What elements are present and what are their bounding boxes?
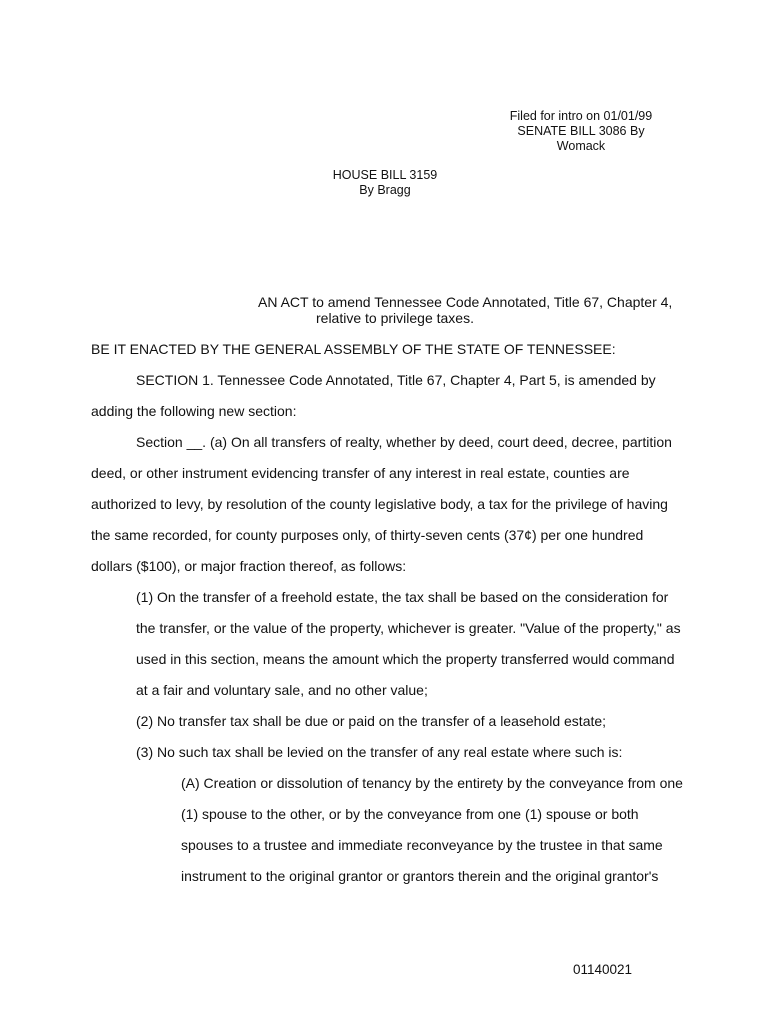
body-line: the transfer, or the value of the property, whichever is greater. "Value of the property," as <box>136 620 681 636</box>
body-line: used in this section, means the amount which the property transferred would command <box>136 651 675 667</box>
enacting-clause: BE IT ENACTED BY THE GENERAL ASSEMBLY OF THE STATE OF TENNESSEE: <box>91 341 616 357</box>
act-title <box>258 294 698 326</box>
act-title-line-2: relative to privilege taxes. <box>316 310 474 326</box>
document-number: 01140021 <box>573 962 633 977</box>
body-line: (A) Creation or dissolution of tenancy by the entirety by the conveyance from one <box>181 775 683 791</box>
body-line: authorized to levy, by resolution of the county legislative body, a tax for the privilege of having <box>91 496 668 512</box>
house-bill-info <box>310 168 460 198</box>
filed-date-line: Filed for intro on 01/01/99 <box>509 109 653 123</box>
senate-sponsor: Womack <box>556 139 606 153</box>
body-line: dollars ($100), or major fraction thereof, as follows: <box>91 558 407 574</box>
body-line: Section __. (a) On all transfers of realty, whether by deed, court deed, decree, partition <box>136 434 672 450</box>
body-line: (1) spouse to the other, or by the conveyance from one (1) spouse or both <box>181 806 639 822</box>
senate-bill-line: SENATE BILL 3086 By <box>517 124 645 138</box>
body-line: (3) No such tax shall be levied on the transfer of any real estate where such is: <box>136 744 623 760</box>
body-line: spouses to a trustee and immediate reconveyance by the trustee in that same <box>181 837 663 853</box>
body-line: SECTION 1. Tennessee Code Annotated, Title 67, Chapter 4, Part 5, is amended by <box>136 372 656 388</box>
house-sponsor: By Bragg <box>359 183 411 197</box>
body-line: (2) No transfer tax shall be due or paid on the transfer of a leasehold estate; <box>136 713 607 729</box>
house-bill-line: HOUSE BILL 3159 <box>332 168 438 182</box>
body-line: instrument to the original grantor or grantors therein and the original grantor's <box>181 868 659 884</box>
body-line: at a fair and voluntary sale, and no other value; <box>136 682 428 698</box>
act-title-line-1: AN ACT to amend Tennessee Code Annotated, Title 67, Chapter 4, <box>258 294 673 310</box>
filing-info <box>496 109 666 154</box>
body-line: the same recorded, for county purposes only, of thirty-seven cents (37¢) per one hundred <box>91 527 644 543</box>
body-line: (1) On the transfer of a freehold estate, the tax shall be based on the consideration for <box>136 589 669 605</box>
body-line: adding the following new section: <box>91 403 297 419</box>
body-line: deed, or other instrument evidencing transfer of any interest in real estate, counties are <box>91 465 630 481</box>
